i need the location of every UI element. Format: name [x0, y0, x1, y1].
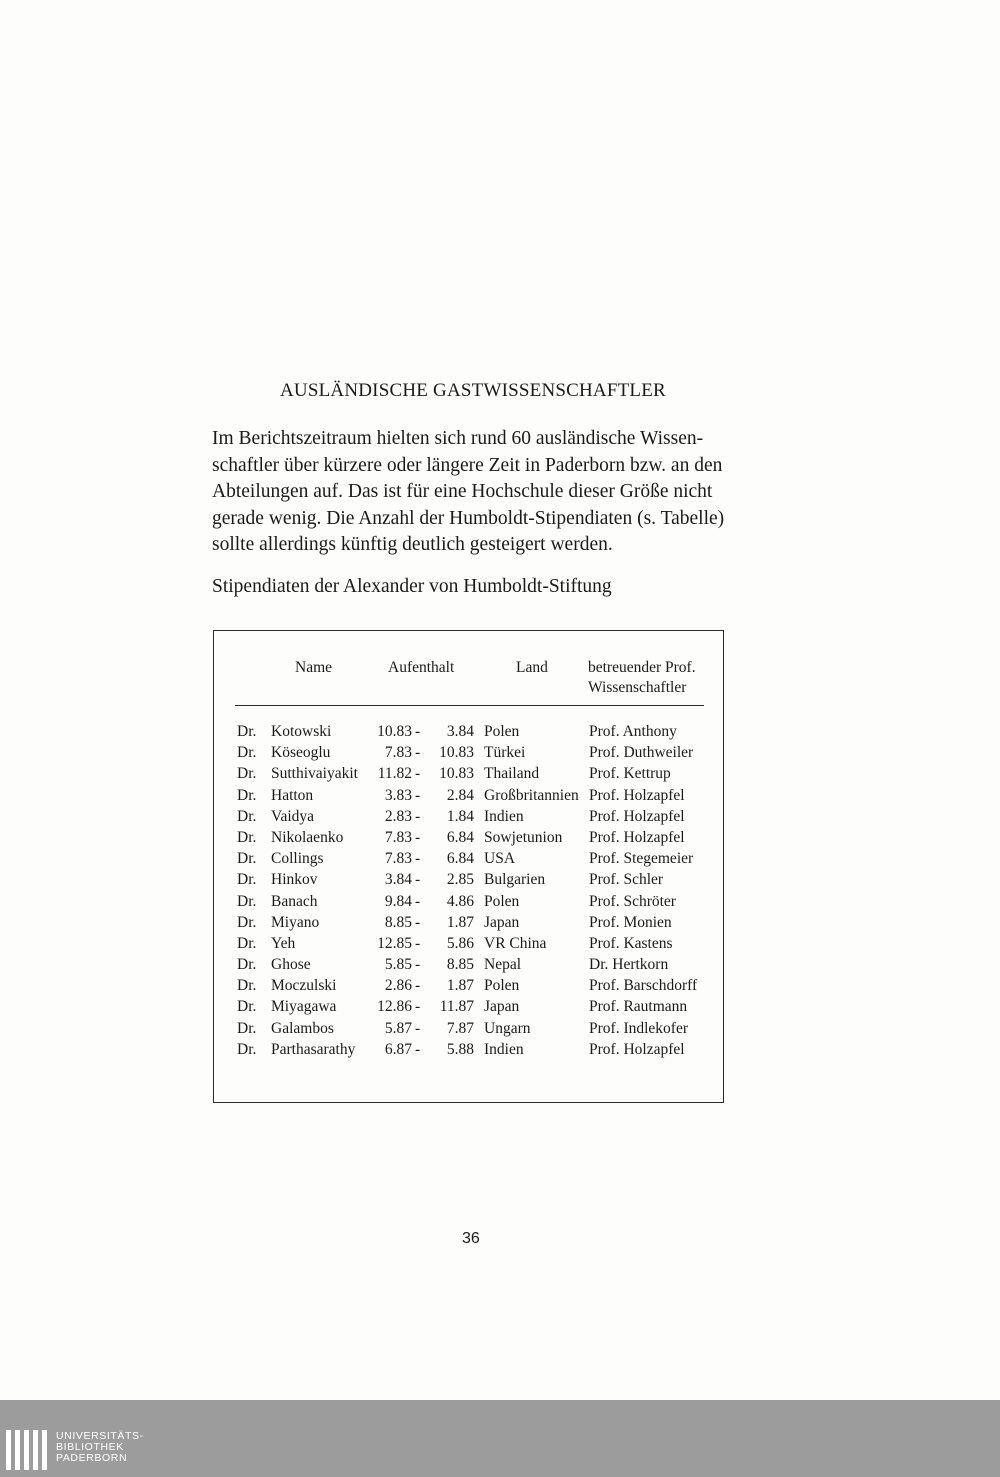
header-divider: [235, 705, 704, 706]
logo-line: UNIVERSITÄTS-: [56, 1430, 144, 1442]
cell-country: VR China: [484, 934, 547, 952]
cell-title: Dr.: [237, 1019, 257, 1037]
cell-dash: -: [415, 1040, 421, 1058]
header-stay: Aufenthalt: [388, 659, 455, 676]
cell-dash: -: [415, 744, 421, 762]
cell-country: Polen: [484, 977, 520, 995]
cell-title: Dr.: [237, 807, 257, 825]
table-row: [214, 871, 723, 892]
paragraph-line: sollte allerdings künftig deutlich gesteigert werden.: [212, 534, 613, 555]
cell-dash: -: [415, 1019, 421, 1037]
cell-name: Galambos: [271, 1019, 334, 1037]
cell-dash: -: [415, 850, 421, 868]
cell-supervisor: Prof. Holzapfel: [589, 828, 685, 846]
cell-country: Ungarn: [484, 1019, 531, 1037]
page-number: 36: [462, 1230, 480, 1247]
cell-supervisor: Prof. Indlekofer: [589, 1019, 688, 1037]
table-row: [214, 744, 723, 765]
cell-from: 11.82: [377, 765, 412, 783]
table-row: [214, 850, 723, 871]
cell-dash: -: [415, 828, 421, 846]
table-caption: Stipendiaten der Alexander von Humboldt-Stiftung: [212, 576, 612, 597]
cell-dash: -: [415, 998, 421, 1016]
cell-title: Dr.: [237, 850, 257, 868]
cell-name: Nikolaenko: [271, 828, 344, 846]
library-logo-text: [56, 1431, 144, 1464]
table-row: [214, 935, 723, 956]
cell-name: Parthasarathy: [271, 1040, 356, 1058]
cell-supervisor: Prof. Schler: [589, 871, 664, 889]
cell-to: 1.87: [446, 977, 474, 995]
cell-name: Collings: [271, 850, 324, 868]
cell-title: Dr.: [237, 998, 257, 1016]
cell-country: Indien: [484, 807, 524, 825]
cell-from: 10.83: [377, 723, 412, 740]
cell-country: Japan: [484, 998, 520, 1016]
cell-name: Hinkov: [271, 871, 318, 889]
paragraph-line: Im Berichtszeitraum hielten sich rund 60 ausländische Wissen-: [212, 428, 704, 449]
cell-country: Türkei: [484, 744, 526, 762]
cell-to: 10.83: [439, 744, 474, 762]
cell-to: 1.87: [446, 913, 474, 931]
cell-dash: -: [415, 977, 421, 995]
cell-name: Miyano: [271, 913, 320, 931]
table-row: [214, 1020, 723, 1041]
cell-name: Ghose: [271, 956, 311, 974]
table-row: [214, 723, 723, 744]
cell-country: Polen: [484, 892, 520, 910]
cell-title: Dr.: [237, 828, 257, 846]
cell-name: Köseoglu: [271, 744, 331, 762]
cell-from: 7.83: [384, 744, 412, 762]
cell-to: 11.87: [439, 998, 474, 1016]
cell-title: Dr.: [237, 744, 257, 762]
cell-supervisor: Prof. Kastens: [589, 934, 673, 952]
cell-dash: -: [415, 765, 421, 783]
paragraph-line: gerade wenig. Die Anzahl der Humboldt-Stipendiaten (s. Tabelle): [212, 507, 725, 529]
cell-supervisor: Prof. Holzapfel: [589, 786, 685, 804]
cell-title: Dr.: [237, 786, 257, 804]
cell-dash: -: [415, 871, 421, 889]
cell-to: 7.87: [446, 1019, 474, 1037]
cell-title: Dr.: [237, 765, 257, 783]
table-row: [214, 787, 723, 808]
cell-country: Großbritannien: [484, 786, 579, 804]
table-row: [214, 998, 723, 1019]
cell-from: 5.87: [384, 1019, 412, 1037]
cell-from: 7.83: [384, 850, 412, 868]
cell-title: Dr.: [237, 977, 257, 995]
paragraph-line: schaftler über kürzere oder längere Zeit in Paderborn bzw. an den: [212, 454, 723, 476]
library-logo-icon: [6, 1430, 47, 1470]
cell-to: 3.84: [446, 723, 474, 740]
cell-country: Indien: [484, 1040, 524, 1058]
cell-name: Miyagawa: [271, 998, 337, 1016]
cell-title: Dr.: [237, 934, 257, 952]
table-row: [214, 914, 723, 935]
table-row: [214, 1041, 723, 1062]
cell-supervisor: Prof. Rautmann: [589, 998, 688, 1016]
cell-name: Vaidya: [271, 807, 315, 825]
table-row: [214, 956, 723, 977]
table-row: [214, 893, 723, 914]
cell-to: 1.84: [446, 807, 474, 825]
cell-country: Polen: [484, 723, 520, 740]
scholars-table: [213, 630, 724, 1103]
cell-to: 5.88: [446, 1040, 474, 1058]
header-supervisor-line2: Wissenschaftler: [588, 679, 687, 696]
cell-name: Kotowski: [271, 723, 332, 740]
cell-supervisor: Prof. Monien: [589, 913, 672, 931]
cell-from: 6.87: [384, 1040, 412, 1058]
cell-name: Banach: [271, 892, 318, 910]
cell-from: 12.86: [377, 998, 412, 1016]
cell-supervisor: Prof. Schröter: [589, 892, 676, 910]
header-country: Land: [516, 659, 548, 676]
cell-name: Sutthivaiyakit: [271, 765, 358, 783]
cell-supervisor: Prof. Duthweiler: [589, 744, 694, 762]
cell-from: 7.83: [384, 828, 412, 846]
cell-from: 5.85: [384, 956, 412, 974]
cell-country: USA: [484, 850, 516, 868]
logo-line: PADERBORN: [56, 1452, 128, 1464]
cell-country: Sowjetunion: [484, 828, 563, 846]
cell-title: Dr.: [237, 892, 257, 910]
header-supervisor: [588, 659, 696, 697]
cell-from: 2.83: [384, 807, 412, 825]
cell-title: Dr.: [237, 723, 257, 740]
cell-supervisor: Prof. Stegemeier: [589, 850, 694, 868]
cell-dash: -: [415, 934, 421, 952]
cell-to: 8.85: [446, 956, 474, 974]
cell-country: Bulgarien: [484, 871, 546, 889]
cell-from: 9.84: [384, 892, 412, 910]
cell-supervisor: Prof. Holzapfel: [589, 1040, 685, 1058]
cell-supervisor: Dr. Hertkorn: [589, 956, 669, 974]
cell-dash: -: [415, 723, 421, 740]
cell-name: Moczulski: [271, 977, 337, 995]
table-body: [214, 723, 723, 1062]
table-row: [214, 977, 723, 998]
cell-name: Yeh: [271, 934, 296, 952]
cell-to: 10.83: [439, 765, 474, 783]
cell-from: 12.85: [377, 934, 412, 952]
cell-dash: -: [415, 786, 421, 804]
cell-dash: -: [415, 956, 421, 974]
header-supervisor-line1: betreuender Prof.: [588, 659, 696, 676]
header-name: Name: [295, 659, 333, 676]
cell-from: 3.83: [384, 786, 412, 804]
logo-line: BIBLIOTHEK: [56, 1441, 124, 1453]
paragraph-line: Abteilungen auf. Das ist für eine Hochschule dieser Größe nicht: [212, 481, 713, 502]
cell-from: 3.84: [384, 871, 412, 889]
cell-to: 4.86: [446, 892, 474, 910]
body-paragraph: [212, 426, 732, 559]
cell-country: Thailand: [484, 765, 540, 783]
library-footer: [0, 1400, 1000, 1477]
cell-supervisor: Prof. Holzapfel: [589, 807, 685, 825]
cell-title: Dr.: [237, 913, 257, 931]
cell-to: 6.84: [446, 828, 474, 846]
cell-to: 5.86: [446, 934, 474, 952]
table-row: [214, 829, 723, 850]
cell-supervisor: Prof. Anthony: [589, 723, 677, 740]
cell-name: Hatton: [271, 786, 314, 804]
cell-title: Dr.: [237, 871, 257, 889]
cell-dash: -: [415, 913, 421, 931]
cell-dash: -: [415, 892, 421, 910]
table-row: [214, 808, 723, 829]
cell-country: Nepal: [484, 956, 522, 974]
cell-to: 6.84: [446, 850, 474, 868]
section-heading: AUSLÄNDISCHE GASTWISSENSCHAFTLER: [280, 380, 666, 401]
cell-from: 8.85: [384, 913, 412, 931]
cell-from: 2.86: [384, 977, 412, 995]
cell-title: Dr.: [237, 956, 257, 974]
cell-to: 2.84: [446, 786, 474, 804]
cell-supervisor: Prof. Barschdorff: [589, 977, 698, 995]
table-row: [214, 765, 723, 786]
cell-to: 2.85: [446, 871, 474, 889]
cell-title: Dr.: [237, 1040, 257, 1058]
cell-supervisor: Prof. Kettrup: [589, 765, 671, 783]
cell-dash: -: [415, 807, 421, 825]
cell-country: Japan: [484, 913, 520, 931]
